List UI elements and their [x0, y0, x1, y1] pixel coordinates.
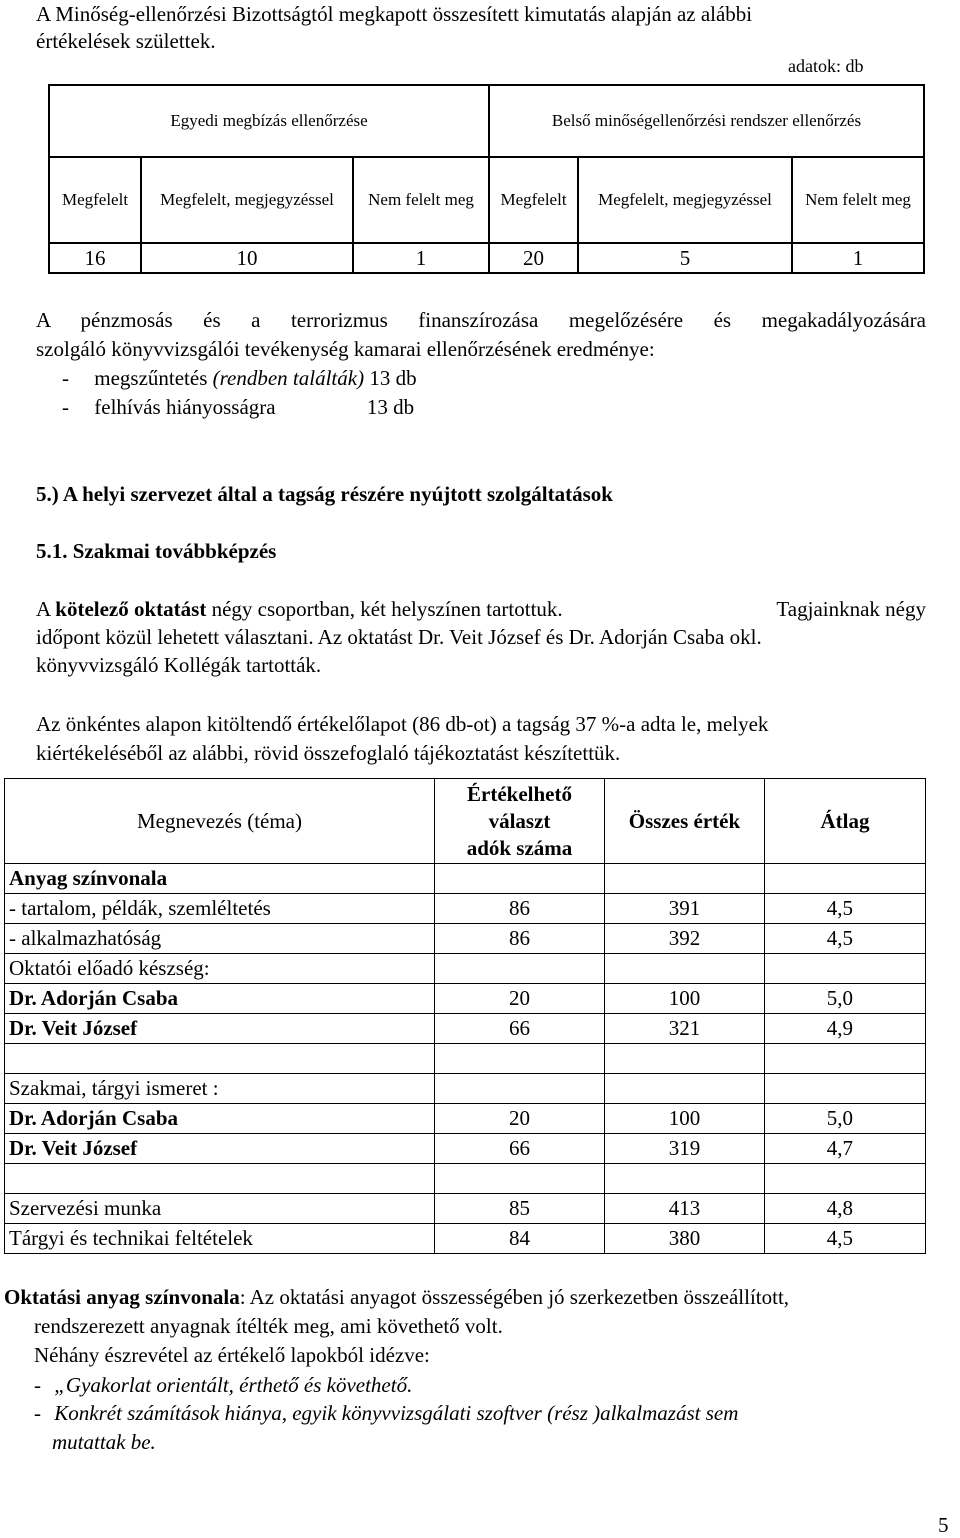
quote-2-text: Konkrét számítások hiánya, egyik könyvvizsgálati szoftver (rész )alkalmazást sem — [54, 1401, 739, 1425]
col-header: Megfelelt — [489, 157, 578, 243]
row-label — [5, 1044, 435, 1074]
conclusion-text-1: : Az oktatási anyagot összességében jó szerkezetben összeállított, — [239, 1285, 790, 1309]
section-heading: 5.) A helyi szervezet által a tagság részére nyújtott szolgáltatások — [36, 482, 613, 506]
quote-2-cont: mutattak be. — [52, 1430, 156, 1454]
dash: - — [34, 1373, 41, 1397]
row-total: 391 — [605, 894, 765, 924]
row-average: 4,9 — [765, 1014, 926, 1044]
row-respondents: 20 — [435, 1104, 605, 1134]
row-respondents — [435, 864, 605, 894]
col-header: Nem felelt meg — [353, 157, 489, 243]
header-respondents-l2: választ — [488, 808, 551, 833]
intro-line-1 — [36, 2, 926, 27]
conclusion-line-3: Néhány észrevétel az értékelő lapokból idézve: — [34, 1343, 430, 1367]
p2-line-1: Az önkéntes alapon kitöltendő értékelőlapot (86 db-ot) a tagság 37 %-a adta le, melyek — [36, 712, 769, 736]
row-total — [605, 1044, 765, 1074]
row-average — [765, 1164, 926, 1194]
quote-1 — [34, 1373, 412, 1398]
conclusion-line-1 — [4, 1285, 789, 1310]
qc-results-table — [48, 84, 925, 274]
row-average — [765, 864, 926, 894]
row-respondents — [435, 1044, 605, 1074]
sub-heading: 5.1. Szakmai továbbképzés — [36, 539, 277, 563]
row-total: 100 — [605, 1104, 765, 1134]
table-row — [5, 1074, 926, 1104]
header-average: Átlag — [765, 779, 926, 864]
row-label: Szervezési munka — [5, 1194, 435, 1224]
value-cell: 1 — [792, 243, 924, 273]
row-respondents: 86 — [435, 924, 605, 954]
row-average: 4,5 — [765, 894, 926, 924]
row-respondents: 20 — [435, 984, 605, 1014]
table-row — [5, 954, 926, 984]
table-row — [5, 1044, 926, 1074]
aml-item-2-count: 13 db — [366, 395, 415, 419]
row-average — [765, 954, 926, 984]
col-header: Nem felelt meg — [792, 157, 924, 243]
value-cell: 16 — [49, 243, 141, 273]
col-header: Megfelelt, megjegyzéssel — [141, 157, 353, 243]
header-topic: Megnevezés (téma) — [5, 779, 435, 864]
table-row — [5, 1164, 926, 1194]
row-label: Oktatói előadó készség: — [5, 954, 435, 984]
p1-line-3: könyvvizsgáló Kollégák tartották. — [36, 653, 322, 677]
evaluation-table — [4, 778, 926, 1254]
row-average: 5,0 — [765, 984, 926, 1014]
row-label: - alkalmazhatóság — [5, 924, 435, 954]
col-header: Megfelelt, megjegyzéssel — [578, 157, 792, 243]
row-average: 4,5 — [765, 1224, 926, 1254]
header-respondents-l1: Értékelhető — [467, 781, 572, 806]
row-average — [765, 1074, 926, 1104]
aml-item-1-italic: (rendben találták) — [212, 366, 365, 390]
value-cell: 5 — [578, 243, 792, 273]
row-label: - tartalom, példák, szemléltetés — [5, 894, 435, 924]
row-total — [605, 864, 765, 894]
row-label: Szakmai, tárgyi ismeret : — [5, 1074, 435, 1104]
aml-item-1-count: 13 db — [369, 366, 417, 390]
table-row — [5, 1134, 926, 1164]
table-row — [5, 984, 926, 1014]
table-row — [5, 1194, 926, 1224]
table-row — [5, 894, 926, 924]
row-respondents — [435, 1164, 605, 1194]
unit-label: adatok: db — [788, 56, 864, 76]
col-header: Megfelelt — [49, 157, 141, 243]
row-label — [5, 1164, 435, 1194]
row-total: 413 — [605, 1194, 765, 1224]
value-cell: 20 — [489, 243, 578, 273]
header-respondents-l3: adók száma — [466, 835, 573, 860]
conclusion-bold: Oktatási anyag színvonala — [4, 1285, 240, 1309]
row-total — [605, 1164, 765, 1194]
row-label: Dr. Veit József — [5, 1134, 435, 1164]
header-total: Összes érték — [605, 779, 765, 864]
aml-item-1-text: megszűntetés — [94, 366, 208, 390]
p1-line-1 — [36, 597, 926, 622]
aml-line-2: szolgáló könyvvizsgálói tevékenység kamarai ellenőrzésének eredménye: — [36, 337, 655, 361]
p1-c: Tagjainknak négy — [776, 597, 926, 621]
value-cell: 1 — [353, 243, 489, 273]
row-respondents: 84 — [435, 1224, 605, 1254]
value-cell: 10 — [141, 243, 353, 273]
row-average: 4,5 — [765, 924, 926, 954]
header-respondents — [435, 779, 605, 864]
row-total — [605, 1074, 765, 1104]
row-respondents — [435, 954, 605, 984]
p2-line-2: kiértékeléséből az alábbi, rövid összefoglaló tájékoztatást készítettük. — [36, 741, 621, 765]
table-row — [5, 1104, 926, 1134]
group-header-individual: Egyedi megbízás ellenőrzése — [49, 85, 489, 157]
page-number: 5 — [938, 1513, 949, 1537]
dash: - — [62, 395, 69, 419]
row-total — [605, 954, 765, 984]
intro-text-1: A Minőség-ellenőrzési Bizottságtól megkapott összesített kimutatás alapján az alábbi — [36, 2, 753, 26]
p1-line-2: időpont közül lehetett választani. Az oktatást Dr. Veit József és Dr. Adorján Csaba okl. — [36, 625, 762, 649]
p1-start — [36, 597, 563, 622]
row-label: Tárgyi és technikai feltételek — [5, 1224, 435, 1254]
row-respondents: 85 — [435, 1194, 605, 1224]
row-average — [765, 1044, 926, 1074]
row-average: 4,7 — [765, 1134, 926, 1164]
table-row — [5, 924, 926, 954]
intro-line-2: értékelések születtek. — [36, 29, 216, 53]
table-row — [5, 1014, 926, 1044]
row-label: Anyag színvonala — [5, 864, 435, 894]
quote-2 — [34, 1401, 738, 1426]
row-label: Dr. Adorján Csaba — [5, 984, 435, 1014]
row-respondents: 86 — [435, 894, 605, 924]
row-average: 5,0 — [765, 1104, 926, 1134]
row-total: 321 — [605, 1014, 765, 1044]
p1-b: négy csoportban, két helyszínen tartottuk. — [211, 597, 563, 621]
p1-a: A — [36, 597, 51, 621]
p1-bold: kötelező oktatást — [55, 597, 207, 621]
row-total: 392 — [605, 924, 765, 954]
row-average: 4,8 — [765, 1194, 926, 1224]
conclusion-line-2: rendszerezett anyagnak ítélték meg, ami követhető volt. — [34, 1314, 503, 1338]
row-respondents: 66 — [435, 1014, 605, 1044]
table-row — [5, 864, 926, 894]
row-total: 319 — [605, 1134, 765, 1164]
aml-item-1 — [62, 366, 417, 391]
table-row — [5, 1224, 926, 1254]
aml-item-2 — [62, 395, 414, 420]
row-total: 100 — [605, 984, 765, 1014]
dash: - — [62, 366, 69, 390]
row-total: 380 — [605, 1224, 765, 1254]
aml-line-1: A pénzmosás és a terrorizmus finanszírozása megelőzésére és megakadályozására — [36, 308, 926, 332]
group-header-internal: Belső minőségellenőrzési rendszer ellenőrzés — [489, 85, 924, 157]
row-respondents: 66 — [435, 1134, 605, 1164]
aml-item-2-text: felhívás hiányosságra — [94, 395, 276, 419]
row-label: Dr. Veit József — [5, 1014, 435, 1044]
row-respondents — [435, 1074, 605, 1104]
dash: - — [34, 1401, 41, 1425]
row-label: Dr. Adorján Csaba — [5, 1104, 435, 1134]
quote-1-text: „Gyakorlat orientált, érthető és követhető. — [54, 1373, 413, 1397]
